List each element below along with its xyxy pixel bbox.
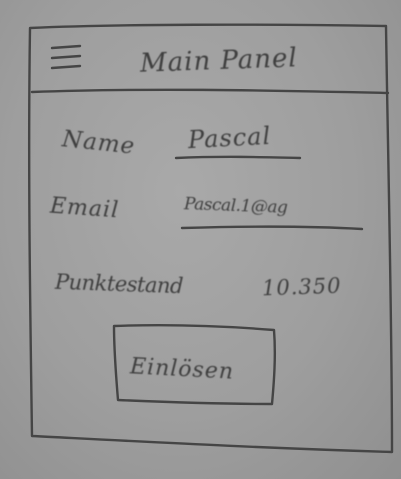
email-value-underline xyxy=(182,227,362,229)
email-label: Email xyxy=(49,193,120,224)
points-value: 10.350 xyxy=(261,273,342,301)
points-label: Punktestand xyxy=(54,269,184,299)
redeem-button-label: Einlösen xyxy=(129,354,235,385)
name-label: Name xyxy=(60,126,137,160)
menu-button[interactable] xyxy=(46,40,86,76)
email-value: Pascal.1@ag xyxy=(183,194,288,218)
name-value-underline xyxy=(176,157,300,158)
header-divider xyxy=(32,90,388,93)
name-value: Pascal xyxy=(187,121,272,155)
redeem-button[interactable] xyxy=(112,322,278,406)
page-title: Main Panel xyxy=(139,43,299,79)
